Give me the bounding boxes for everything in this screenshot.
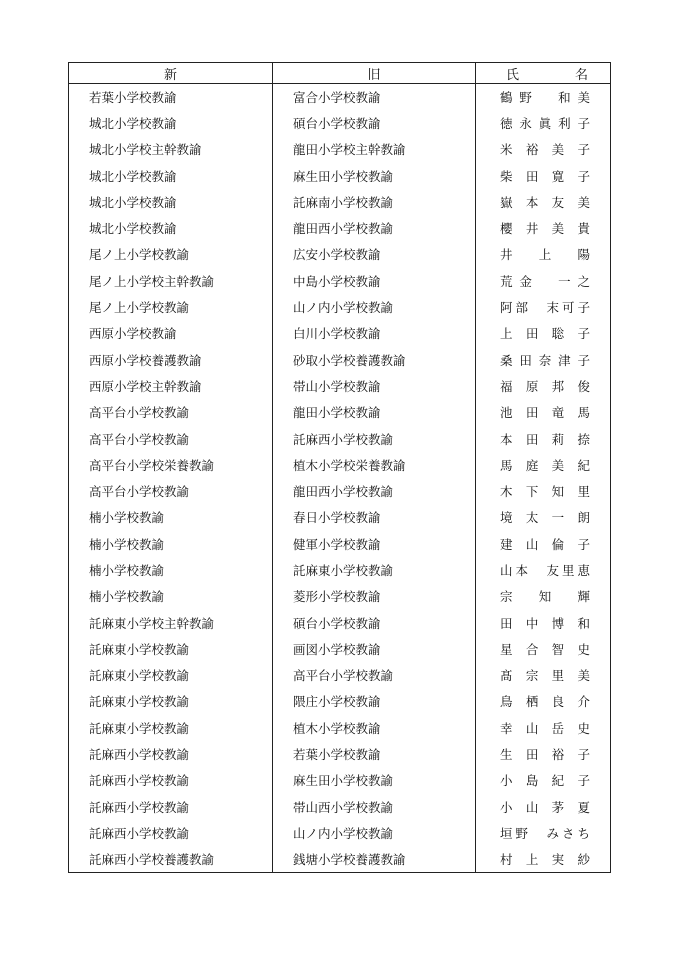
old-position: 託麻南小学校教諭 [273, 189, 476, 215]
old-position: 若葉小学校教諭 [273, 741, 476, 767]
person-name: 鳥栖良介 [500, 694, 590, 710]
personnel-table [68, 62, 611, 873]
new-position: 託麻東小学校主幹教諭 [69, 609, 273, 635]
person-name-cell [476, 531, 611, 557]
person-name: 櫻井美貴 [500, 221, 590, 237]
person-name-cell [476, 504, 611, 530]
new-position: 城北小学校教諭 [69, 189, 273, 215]
table-row [69, 846, 611, 872]
old-position: 画図小学校教諭 [273, 636, 476, 662]
new-position: 楠小学校教諭 [69, 531, 273, 557]
old-position: 託麻西小学校教諭 [273, 425, 476, 451]
old-position: 春日小学校教諭 [273, 504, 476, 530]
new-position: 託麻東小学校教諭 [69, 715, 273, 741]
person-name-cell [476, 136, 611, 162]
person-name: 山本 友里恵 [500, 562, 590, 578]
new-position: 西原小学校主幹教諭 [69, 373, 273, 399]
old-position: 龍田小学校主幹教諭 [273, 136, 476, 162]
person-name-cell [476, 373, 611, 399]
person-name: 嶽本友美 [500, 194, 590, 210]
table-row [69, 531, 611, 557]
person-name: 木下知里 [500, 484, 590, 500]
table-row [69, 794, 611, 820]
old-position: 砂取小学校養護教諭 [273, 346, 476, 372]
table-row [69, 662, 611, 688]
person-name-cell [476, 715, 611, 741]
person-name: 田中博和 [500, 615, 590, 631]
old-position: 帯山小学校教諭 [273, 373, 476, 399]
person-name: 宗 知 輝 [500, 589, 590, 605]
person-name: 井 上 陽 [500, 247, 590, 263]
old-position: 広安小学校教諭 [273, 241, 476, 267]
new-position: 尾ノ上小学校主幹教諭 [69, 268, 273, 294]
old-position: 植木小学校栄養教諭 [273, 452, 476, 478]
person-name-cell [476, 688, 611, 714]
person-name: 馬庭美紀 [500, 457, 590, 473]
new-position: 高平台小学校教諭 [69, 399, 273, 425]
new-position: 城北小学校教諭 [69, 110, 273, 136]
new-position: 楠小学校教諭 [69, 583, 273, 609]
table-row [69, 136, 611, 162]
new-position: 託麻東小学校教諭 [69, 688, 273, 714]
new-position: 高平台小学校教諭 [69, 478, 273, 504]
person-name: 小山茅夏 [500, 799, 590, 815]
new-position: 託麻東小学校教諭 [69, 662, 273, 688]
person-name-cell [476, 215, 611, 241]
new-position: 城北小学校主幹教諭 [69, 136, 273, 162]
old-position: 麻生田小学校教諭 [273, 767, 476, 793]
table-row [69, 478, 611, 504]
old-position: 龍田西小学校教諭 [273, 478, 476, 504]
person-name: 福原邦俊 [500, 378, 590, 394]
old-position: 高平台小学校教諭 [273, 662, 476, 688]
table-row [69, 110, 611, 136]
table-row [69, 189, 611, 215]
person-name: 髙宗里美 [500, 668, 590, 684]
old-position: 富合小学校教諭 [273, 84, 476, 110]
table-header-row [69, 63, 611, 84]
person-name-cell [476, 241, 611, 267]
new-position: 託麻東小学校教諭 [69, 636, 273, 662]
table-row [69, 452, 611, 478]
header-new: 新 [69, 63, 273, 84]
person-name: 柴田寛子 [500, 168, 590, 184]
table-row [69, 504, 611, 530]
new-position: 城北小学校教諭 [69, 162, 273, 188]
new-position: 西原小学校養護教諭 [69, 346, 273, 372]
new-position: 託麻西小学校教諭 [69, 741, 273, 767]
person-name-cell [476, 662, 611, 688]
old-position: 碩台小学校教諭 [273, 110, 476, 136]
table-row [69, 320, 611, 346]
person-name-cell [476, 794, 611, 820]
table-row [69, 399, 611, 425]
person-name: 垣野 みさち [500, 825, 590, 841]
person-name-cell [476, 110, 611, 136]
new-position: 高平台小学校教諭 [69, 425, 273, 451]
person-name-cell [476, 609, 611, 635]
person-name-cell [476, 399, 611, 425]
table-row [69, 162, 611, 188]
person-name-cell [476, 846, 611, 872]
person-name: 池田竜馬 [500, 405, 590, 421]
old-position: 隈庄小学校教諭 [273, 688, 476, 714]
person-name-cell [476, 741, 611, 767]
table-row [69, 373, 611, 399]
old-position: 麻生田小学校教諭 [273, 162, 476, 188]
new-position: 城北小学校教諭 [69, 215, 273, 241]
person-name: 本田莉捺 [500, 431, 590, 447]
person-name-cell [476, 84, 611, 110]
table-row [69, 425, 611, 451]
person-name: 阿部 末可子 [500, 300, 590, 316]
old-position: 植木小学校教諭 [273, 715, 476, 741]
table-row [69, 241, 611, 267]
new-position: 西原小学校教諭 [69, 320, 273, 346]
person-name-cell [476, 294, 611, 320]
person-name-cell [476, 346, 611, 372]
person-name: 小島紀子 [500, 773, 590, 789]
header-old: 旧 [273, 63, 476, 84]
person-name: 徳永眞利子 [500, 115, 590, 131]
new-position: 尾ノ上小学校教諭 [69, 294, 273, 320]
person-name: 建山倫子 [500, 536, 590, 552]
person-name-cell [476, 162, 611, 188]
person-name-cell [476, 820, 611, 846]
person-name: 米裕美子 [500, 142, 590, 158]
table-row [69, 636, 611, 662]
table-row [69, 741, 611, 767]
person-name-cell [476, 557, 611, 583]
person-name: 鶴野 和美 [500, 89, 590, 105]
old-position: 銭塘小学校養護教諭 [273, 846, 476, 872]
old-position: 健軍小学校教諭 [273, 531, 476, 557]
table-row [69, 268, 611, 294]
old-position: 山ノ内小学校教諭 [273, 820, 476, 846]
person-name-cell [476, 767, 611, 793]
new-position: 託麻西小学校教諭 [69, 767, 273, 793]
old-position: 白川小学校教諭 [273, 320, 476, 346]
table-row [69, 215, 611, 241]
old-position: 帯山西小学校教諭 [273, 794, 476, 820]
person-name-cell [476, 478, 611, 504]
table-row [69, 583, 611, 609]
new-position: 高平台小学校栄養教諭 [69, 452, 273, 478]
person-name-cell [476, 636, 611, 662]
table-row [69, 767, 611, 793]
person-name-cell [476, 452, 611, 478]
old-position: 山ノ内小学校教諭 [273, 294, 476, 320]
table-row [69, 346, 611, 372]
new-position: 託麻西小学校養護教諭 [69, 846, 273, 872]
old-position: 碩台小学校教諭 [273, 609, 476, 635]
person-name: 荒金 一之 [500, 273, 590, 289]
person-name-cell [476, 425, 611, 451]
table-row [69, 84, 611, 110]
table-row [69, 294, 611, 320]
table-row [69, 688, 611, 714]
new-position: 託麻西小学校教諭 [69, 794, 273, 820]
old-position: 託麻東小学校教諭 [273, 557, 476, 583]
person-name: 境太一朗 [500, 510, 590, 526]
old-position: 龍田西小学校教諭 [273, 215, 476, 241]
header-name: 氏 名 [476, 63, 611, 84]
person-name: 上田聡子 [500, 326, 590, 342]
new-position: 尾ノ上小学校教諭 [69, 241, 273, 267]
person-name: 桑田奈津子 [500, 352, 590, 368]
old-position: 菱形小学校教諭 [273, 583, 476, 609]
person-name-cell [476, 189, 611, 215]
person-name: 村上実紗 [500, 852, 590, 867]
table-row [69, 820, 611, 846]
table-row [69, 609, 611, 635]
new-position: 楠小学校教諭 [69, 557, 273, 583]
person-name-cell [476, 320, 611, 346]
person-name-cell [476, 268, 611, 294]
new-position: 若葉小学校教諭 [69, 84, 273, 110]
person-name: 星合智史 [500, 641, 590, 657]
old-position: 中島小学校教諭 [273, 268, 476, 294]
new-position: 託麻西小学校教諭 [69, 820, 273, 846]
person-name: 幸山岳史 [500, 720, 590, 736]
table-row [69, 715, 611, 741]
old-position: 龍田小学校教諭 [273, 399, 476, 425]
table-body [69, 84, 611, 873]
table-row [69, 557, 611, 583]
person-name: 生田裕子 [500, 747, 590, 763]
person-name-cell [476, 583, 611, 609]
new-position: 楠小学校教諭 [69, 504, 273, 530]
